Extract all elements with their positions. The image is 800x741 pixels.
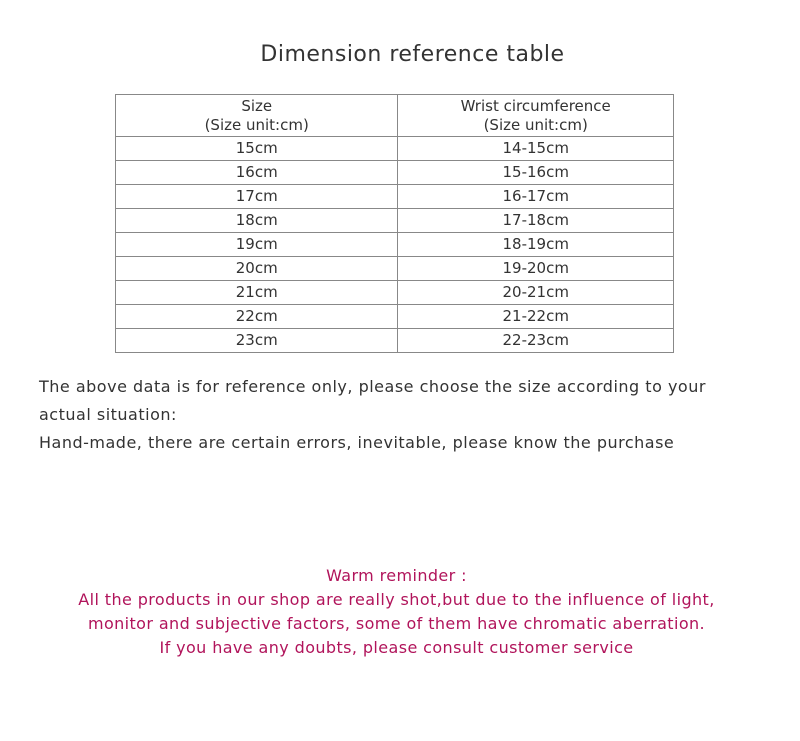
size-cell: 17cm <box>116 185 398 209</box>
table-row <box>116 185 674 209</box>
size-reference-table <box>115 94 674 353</box>
size-cell: 19cm <box>116 233 398 257</box>
note-line-2: actual situation: <box>39 405 177 424</box>
warm-reminder <box>0 564 793 660</box>
table-header-row <box>116 95 674 137</box>
size-column-header <box>116 95 398 137</box>
wrist-cell: 21-22cm <box>398 305 674 329</box>
table-row <box>116 137 674 161</box>
wrist-header-label: Wrist circumference <box>460 96 611 115</box>
size-header-label: Size <box>241 96 273 115</box>
reminder-line-3: If you have any doubts, please consult customer service <box>159 638 634 657</box>
page-title: Dimension reference table <box>260 42 565 67</box>
table-row <box>116 161 674 185</box>
size-header-unit: (Size unit:cm) <box>204 115 309 134</box>
table-row <box>116 329 674 353</box>
reference-note <box>39 373 759 457</box>
wrist-cell: 19-20cm <box>398 257 674 281</box>
reminder-heading: Warm reminder : <box>326 566 467 585</box>
reminder-line-2: monitor and subjective factors, some of them have chromatic aberration. <box>87 614 706 633</box>
table-row <box>116 233 674 257</box>
wrist-cell: 22-23cm <box>398 329 674 353</box>
wrist-cell: 16-17cm <box>398 185 674 209</box>
table-row <box>116 209 674 233</box>
size-cell: 22cm <box>116 305 398 329</box>
size-cell: 18cm <box>116 209 398 233</box>
note-line-3: Hand-made, there are certain errors, inevitable, please know the purchase <box>39 433 675 452</box>
wrist-cell: 20-21cm <box>398 281 674 305</box>
note-line-1: The above data is for reference only, please choose the size according to your <box>39 377 706 396</box>
size-cell: 20cm <box>116 257 398 281</box>
wrist-cell: 17-18cm <box>398 209 674 233</box>
size-cell: 23cm <box>116 329 398 353</box>
size-cell: 15cm <box>116 137 398 161</box>
reminder-line-1: All the products in our shop are really shot,but due to the influence of light, <box>78 590 715 609</box>
wrist-column-header <box>398 95 674 137</box>
wrist-cell: 18-19cm <box>398 233 674 257</box>
size-cell: 21cm <box>116 281 398 305</box>
size-cell: 16cm <box>116 161 398 185</box>
table-row <box>116 305 674 329</box>
table-row <box>116 257 674 281</box>
wrist-cell: 15-16cm <box>398 161 674 185</box>
table-row <box>116 281 674 305</box>
wrist-cell: 14-15cm <box>398 137 674 161</box>
wrist-header-unit: (Size unit:cm) <box>483 115 588 134</box>
